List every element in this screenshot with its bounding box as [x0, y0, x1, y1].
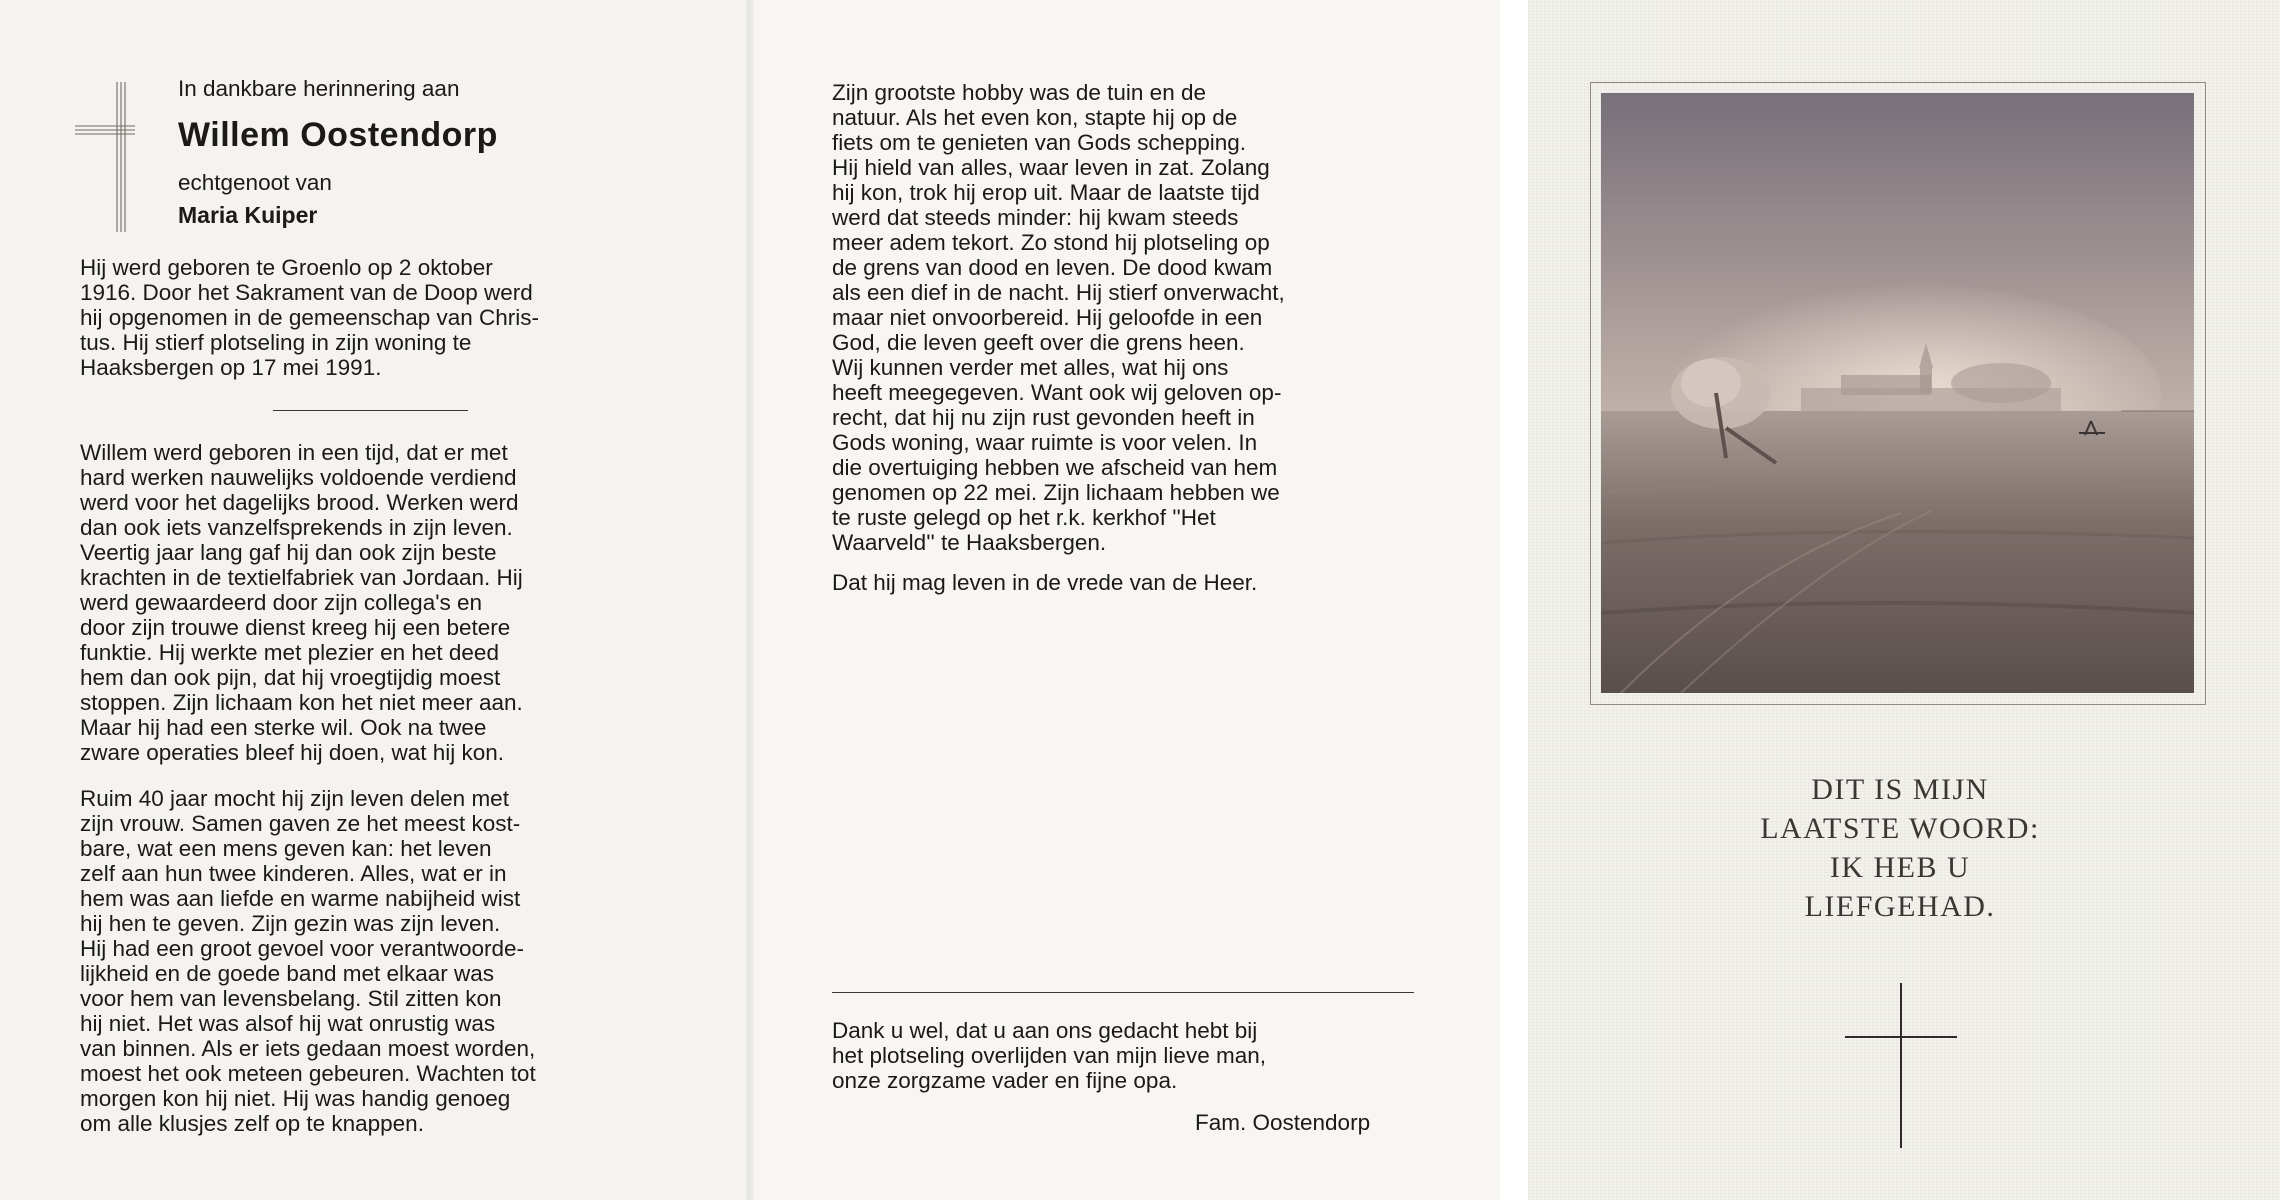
- life-paragraph: Willem werd geboren in een tijd, dat er met hard werken nauwelijks voldoende verdiend werd voor het dagelijks brood. Werken werd dan ook iets vanzelfsprekends in zijn leven. Veertig jaar lang gaf hij dan ook zijn beste krachten in de textielfabriek van Jordaan. Hij werd gewaardeerd door zijn collega's en door zijn trouwe dienst kreeg hij een betere funktie. Hij werkte met plezier en het deed hem dan ook pijn, dat hij vroegtijdig moest stoppen. Zijn lichaam kon het niet meer aan. Maar hij had een sterke wil. Ook na twee zware operaties bleef hij doen, wat hij kon.: [80, 440, 523, 765]
- spouse-intro: echtgenoot van: [178, 170, 332, 195]
- memorial-intro: In dankbare herinnering aan: [178, 76, 460, 101]
- divider: [273, 410, 468, 411]
- page-gap: [1500, 0, 1528, 1200]
- family-signature: Fam. Oostendorp: [1195, 1110, 1371, 1135]
- deceased-name: Willem Oostendorp: [178, 116, 498, 154]
- family-paragraph: Ruim 40 jaar mocht hij zijn leven delen met zijn vrouw. Samen gaven ze het meest kost- bare, wat een mens geven kan: het leven zelf aan hun twee kinderen. Alles, wat er in hem was aan liefde en warme nabijheid wist hij hen te geven. Zijn gezin was zijn leven. Hij had een groot gevoel voor verantwoorde- lijkheid en de goede band met elkaar was voor hem van levensbelang. Stil zitten kon hij niet. Het was alsof hij wat onrustig was van binnen. Als er iets gedaan moest worden, moest het ook meteen gebeuren. Wachten tot morgen kon hij niet. Hij was handig genoeg om alle klusjes zelf op te knappen.: [80, 786, 536, 1136]
- verse: [1660, 770, 2140, 926]
- page-fold: [746, 0, 754, 1200]
- spouse-name: Maria Kuiper: [178, 202, 318, 228]
- cross-icon: [75, 82, 135, 232]
- photo-frame: [1590, 82, 2206, 705]
- divider: [832, 992, 1414, 993]
- thanks-paragraph: Dank u wel, dat u aan ons gedacht hebt bij het plotseling overlijden van mijn lieve man, onze zorgzame vader en fijne opa.: [832, 1018, 1266, 1093]
- misty-landscape-photo: [1601, 93, 2194, 693]
- verse-line: LIEFGEHAD.: [1804, 890, 1996, 923]
- hobby-paragraph: Zijn grootste hobby was de tuin en de natuur. Als het even kon, stapte hij op de fiets om te genieten van Gods schepping. Hij hield van alles, waar leven in zat. Zolang hij kon, trok hij erop uit. Maar de laatste tijd werd dat steeds minder: hij kwam steeds meer adem tekort. Zo stond hij plotseling op de grens van dood en leven. De dood kwam als een dief in de nacht. Hij stierf onverwacht, maar niet onvoorbereid. Hij geloofde in een God, die leven geeft over die grens heen. Wij kunnen verder met alles, wat hij ons heeft meegegeven. Want ook wij geloven op- recht, dat hij nu zijn rust gevonden heeft in Gods woning, waar ruimte is voor velen. In die overtuiging hebben we afscheid van hem genomen op 22 mei. Zijn lichaam hebben we te ruste gelegd op het r.k. kerkhof ''Het Waarveld'' te Haaksbergen.: [832, 80, 1285, 555]
- verse-line: LAATSTE WOORD:: [1760, 812, 2040, 845]
- closing-line: Dat hij mag leven in de vrede van de Heer.: [832, 570, 1258, 595]
- verse-line: DIT IS MIJN: [1811, 773, 1989, 806]
- birth-paragraph: Hij werd geboren te Groenlo op 2 oktober 1916. Door het Sakrament van de Doop werd hij opgenomen in de gemeenschap van Chris- tus. Hij stierf plotseling in zijn woning te Haaksbergen op 17 mei 1991.: [80, 255, 540, 380]
- verse-line: IK HEB U: [1829, 851, 1971, 884]
- cross-icon: [1845, 983, 1957, 1148]
